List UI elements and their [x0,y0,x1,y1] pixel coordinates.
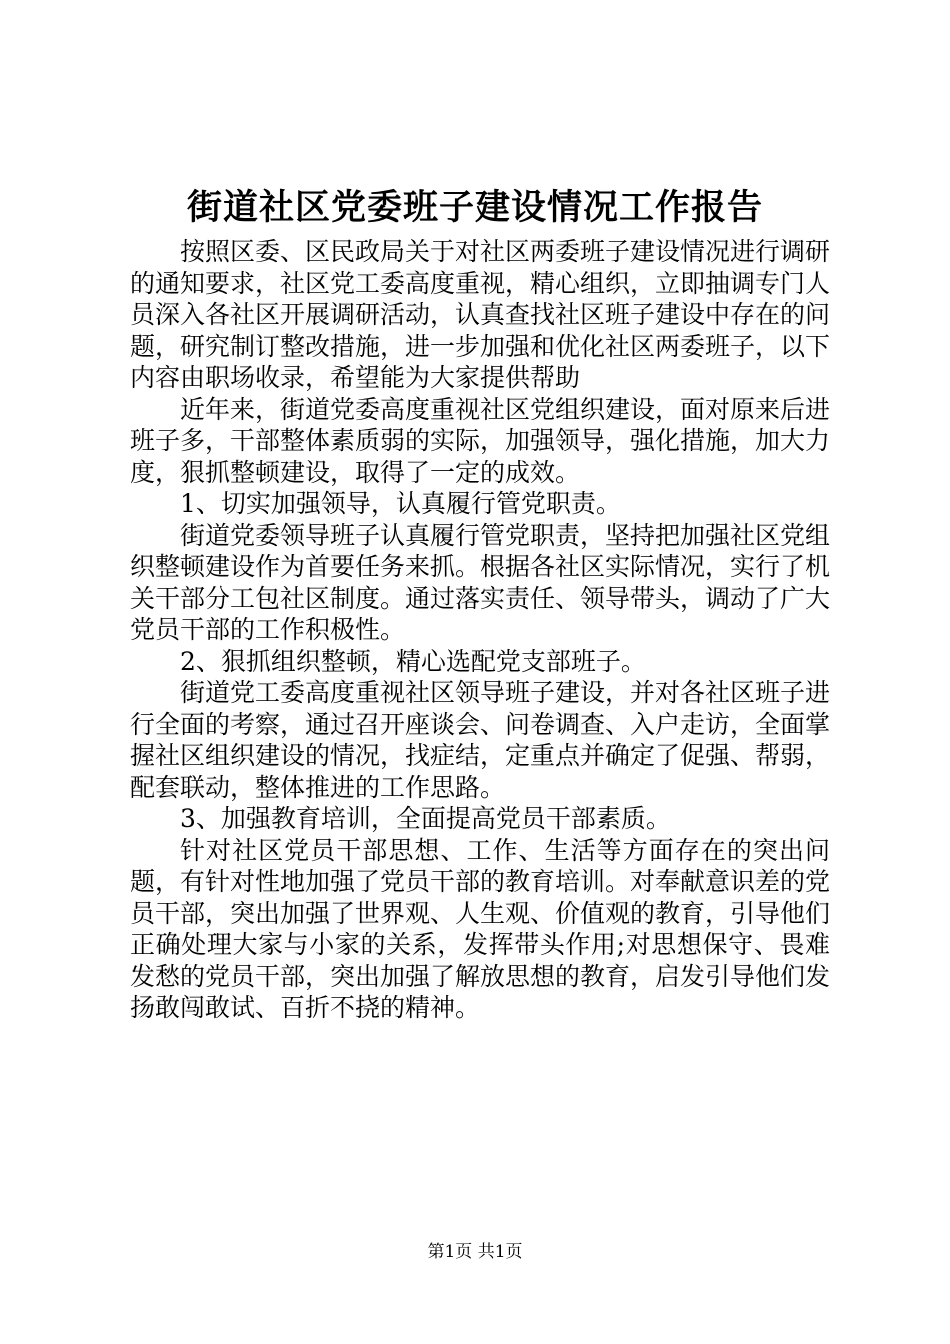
section-heading: 1、切实加强领导，认真履行管党职责。 [180,489,621,518]
paragraph: 街道党工委高度重视社区领导班子建设，并对各社区班子进行全面的考察，通过召开座谈会、问卷调查、入户走访，全面掌握社区组织建设的情况，找症结，定重点并确定了促强、帮弱，配套联动，整体推进的工作思路。 [130,678,831,802]
document-body [130,236,830,1024]
document-title: 街道社区党委班子建设情况工作报告 [186,187,763,228]
section-heading: 2、狠抓组织整顿，精心选配党支部班子。 [180,646,646,676]
paragraph: 街道党委领导班子认真履行管党职责，坚持把加强社区党组织整顿建设作为首要任务来抓。根据各社区实际情况，实行了机关干部分工包社区制度。通过落实责任、领导带头，调动了广大党员干部的工作积极性。 [130,520,831,644]
page-footer: 第1页 共1页 [427,1242,523,1262]
paragraph: 近年来，街道党委高度重视社区党组织建设，面对原来后进班子多，干部整体素质弱的实际，加强领导，强化措施，加大力度，狠抓整顿建设，取得了一定的成效。 [130,394,831,487]
paragraph: 针对社区党员干部思想、工作、生活等方面存在的突出问题，有针对性地加强了党员干部的教育培训。对奉献意识差的党员干部，突出加强了世界观、人生观、价值观的教育，引导他们正确处理大家与小家的关系，发挥带头作用;对思想保守、畏难发愁的党员干部，突出加强了解放思想的教育，启发引导他们发扬敢闯敢试、百折不挠的精神。 [130,835,831,1022]
section-heading: 3、加强教育培训，全面提高党员干部素质。 [180,804,671,833]
paragraph: 按照区委、区民政局关于对社区两委班子建设情况进行调研的通知要求，社区党工委高度重视，精心组织，立即抽调专门人员深入各社区开展调研活动，认真查找社区班子建设中存在的问题，研究制订整改措施，进一步加强和优化社区两委班子，以下内容由职场收录，希望能为大家提供帮助 [130,237,831,392]
